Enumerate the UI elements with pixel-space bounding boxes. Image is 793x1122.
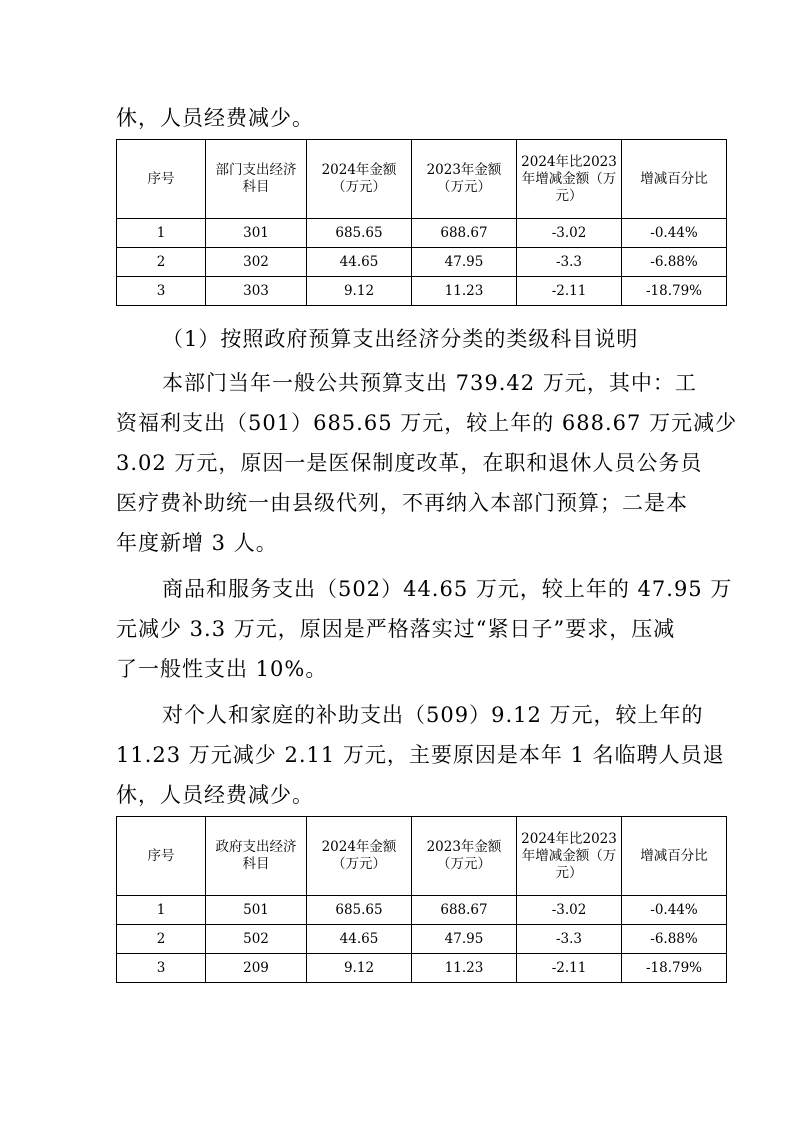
table-cell: -3.3: [517, 248, 622, 277]
table-cell: 209: [206, 954, 307, 983]
table-row: [117, 277, 727, 306]
table-cell: -3.02: [517, 896, 622, 925]
top-text: 休，人员经费减少。: [116, 106, 314, 130]
table-cell: 685.65: [307, 896, 412, 925]
table-cell: 502: [206, 925, 307, 954]
table-cell: 3: [117, 954, 206, 983]
table-cell: -18.79%: [622, 954, 727, 983]
table-cell: 501: [206, 896, 307, 925]
table-header-row: [117, 140, 727, 219]
header-cell: 2024年金额（万元）: [307, 817, 412, 896]
paragraph-line: 资福利支出（501）685.65 万元，较上年的 688.67 万元减少: [116, 411, 738, 435]
table-cell: 9.12: [307, 954, 412, 983]
table-cell: 9.12: [307, 277, 412, 306]
paragraph-line: 医疗费补助统一由县级代列，不再纳入本部门预算；二是本: [116, 491, 688, 515]
header-cell: 部门支出经济科目: [206, 140, 307, 219]
header-cell: 2024年比2023年增减金额（万元）: [517, 140, 622, 219]
paragraph-line: 年度新增 3 人。: [116, 531, 278, 555]
header-cell: 2024年比2023年增减金额（万元）: [517, 817, 622, 896]
table-cell: 11.23: [412, 954, 517, 983]
table-cell: 47.95: [412, 925, 517, 954]
table-row: [117, 219, 727, 248]
table-cell: -3.3: [517, 925, 622, 954]
header-cell: 2023年金额（万元）: [412, 140, 517, 219]
header-cell: 增减百分比: [622, 140, 727, 219]
table-cell: 11.23: [412, 277, 517, 306]
table-header-row: [117, 817, 727, 896]
table-row: [117, 896, 727, 925]
table-cell: -6.88%: [622, 248, 727, 277]
table-row: [117, 954, 727, 983]
header-cell: 序号: [117, 140, 206, 219]
table-cell: 302: [206, 248, 307, 277]
paragraph-line: 元减少 3.3 万元，原因是严格落实过“紧日子”要求，压减: [116, 617, 676, 641]
header-cell: 2024年金额（万元）: [307, 140, 412, 219]
table-cell: 303: [206, 277, 307, 306]
table-cell: 1: [117, 219, 206, 248]
table-cell: 685.65: [307, 219, 412, 248]
table-cell: 44.65: [307, 248, 412, 277]
paragraph-line: 11.23 万元减少 2.11 万元，主要原因是本年 1 名临聘人员退: [116, 743, 725, 767]
table-cell: 47.95: [412, 248, 517, 277]
table-cell: 301: [206, 219, 307, 248]
header-cell: 政府支出经济科目: [206, 817, 307, 896]
table-cell: 2: [117, 248, 206, 277]
table-cell: -2.11: [517, 277, 622, 306]
table-cell: 688.67: [412, 896, 517, 925]
table-cell: -0.44%: [622, 896, 727, 925]
paragraph-line: 对个人和家庭的补助支出（509）9.12 万元，较上年的: [162, 703, 704, 727]
table-cell: -0.44%: [622, 219, 727, 248]
header-cell: 2023年金额（万元）: [412, 817, 517, 896]
table-government-expenditure: [116, 816, 727, 983]
table-cell: 44.65: [307, 925, 412, 954]
paragraph-line: 本部门当年一般公共预算支出 739.42 万元，其中：工: [162, 371, 697, 395]
table-department-expenditure: [116, 139, 727, 306]
table-cell: -6.88%: [622, 925, 727, 954]
paragraph-line: 3.02 万元，原因一是医保制度改革，在职和退休人员公务员: [116, 451, 703, 475]
section-heading: （1）按照政府预算支出经济分类的类级科目说明: [162, 327, 639, 351]
table-row: [117, 925, 727, 954]
header-cell: 增减百分比: [622, 817, 727, 896]
table-cell: 1: [117, 896, 206, 925]
paragraph-line: 商品和服务支出（502）44.65 万元，较上年的 47.95 万: [162, 577, 733, 601]
table-cell: -3.02: [517, 219, 622, 248]
table-cell: 688.67: [412, 219, 517, 248]
table-cell: 3: [117, 277, 206, 306]
header-cell: 序号: [117, 817, 206, 896]
table-cell: 2: [117, 925, 206, 954]
paragraph-line: 休，人员经费减少。: [116, 783, 314, 807]
table-row: [117, 248, 727, 277]
paragraph-line: 了一般性支出 10%。: [116, 657, 328, 681]
table-cell: -18.79%: [622, 277, 727, 306]
table-cell: -2.11: [517, 954, 622, 983]
